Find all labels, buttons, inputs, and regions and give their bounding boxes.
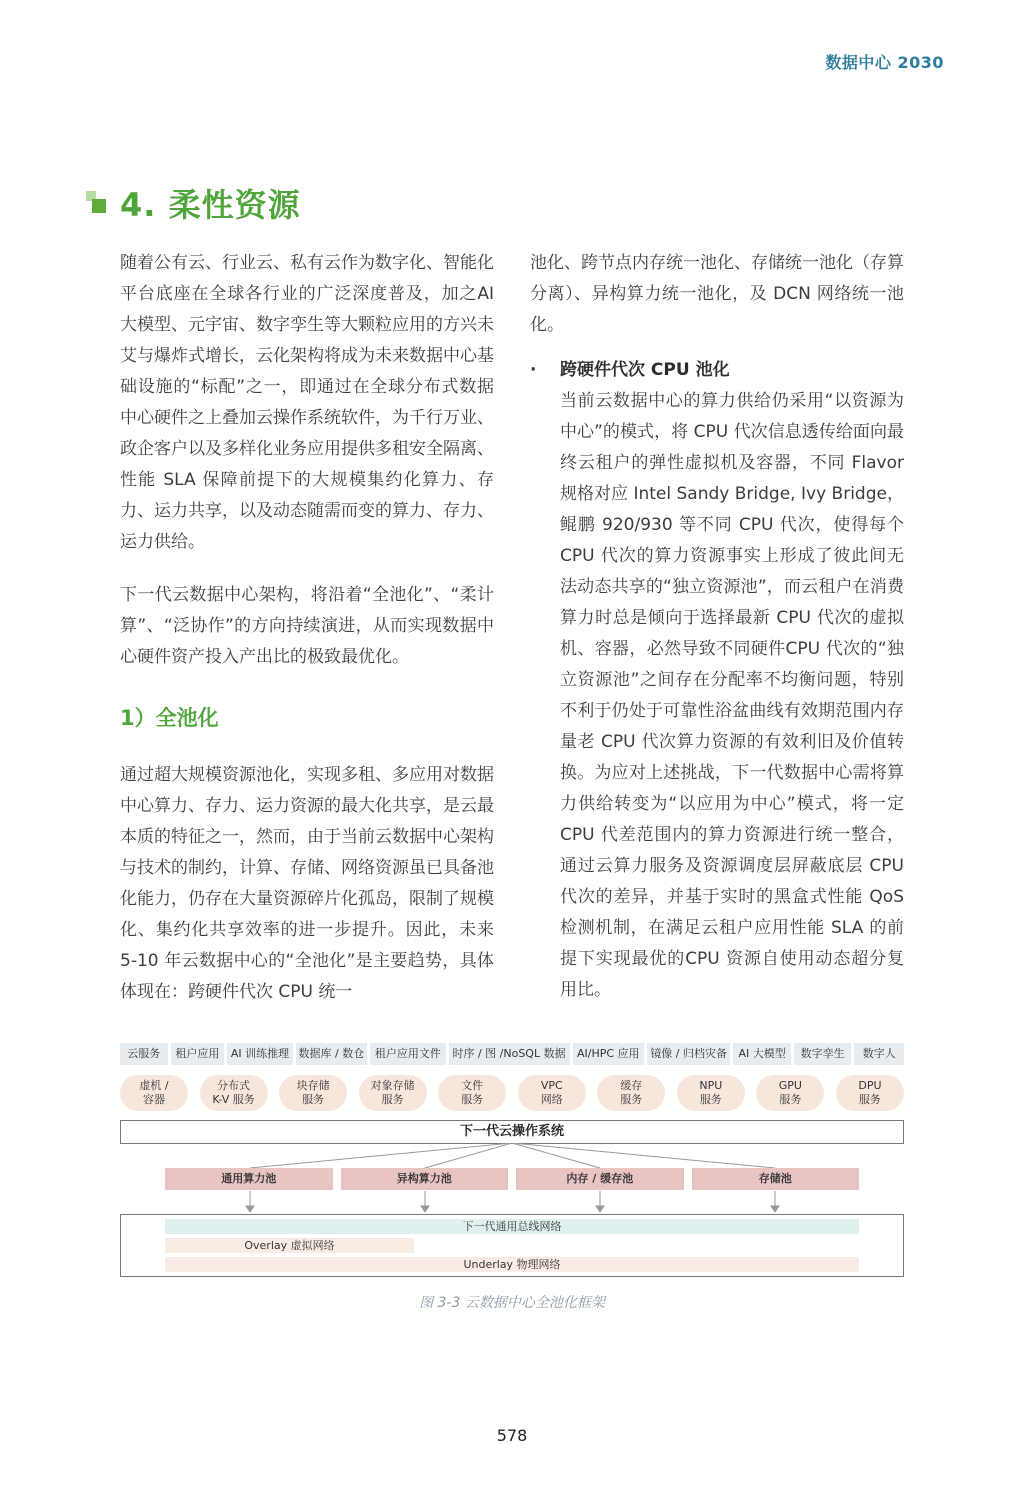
service-pill: 对象存储 服务 — [359, 1075, 427, 1111]
section-heading — [86, 180, 301, 226]
section-title: 4. 柔性资源 — [120, 186, 301, 224]
page-number: 578 — [496, 1426, 528, 1445]
general-bus-network: 下一代通用总线网络 — [165, 1219, 859, 1234]
os-to-pool-connectors — [120, 1143, 904, 1169]
running-header-title: 数据中心 2030 — [825, 53, 944, 72]
underlay-network: Underlay 物理网络 — [165, 1257, 859, 1272]
resource-pool: 异构算力池 — [341, 1168, 509, 1190]
app-cell: 数据库 / 数仓 — [296, 1043, 367, 1065]
resource-pool-row — [165, 1168, 859, 1190]
figure-caption: 图 3-3 云数据中心全池化框架 — [419, 1295, 605, 1311]
resource-pool: 通用算力池 — [165, 1168, 333, 1190]
service-pill: DPU 服务 — [836, 1075, 904, 1111]
app-cell: 云服务 — [120, 1043, 168, 1065]
app-cell: AI 训练推理 — [227, 1043, 292, 1065]
resource-pool: 内存 / 缓存池 — [516, 1168, 684, 1190]
pooling-framework-diagram — [120, 1043, 904, 1279]
service-pill: 分布式 K-V 服务 — [200, 1075, 268, 1111]
app-cell: 数字人 — [854, 1043, 904, 1065]
left-paragraph-3: 通过超大规模资源池化，实现多租、多应用对数据中心算力、存力、运力资源的最大化共享，是云最本质的特征之一，然而，由于当前云数据中心架构与技术的制约，计算、存储、网络资源虽已具备池化能力，仍存在大量资源碎片化孤岛，限制了规模化、集约化共享效率的进一步提升。因此，未来 5-10 年云数据中心的“全池化”是主要趋势，具体体现在：跨硬件代次 CPU 统一 — [120, 765, 494, 1002]
section-square-icon — [86, 191, 110, 215]
right-column — [530, 248, 904, 1006]
bullet-body: 当前云数据中心的算力供给仍采用“以资源为中心”的模式，将 CPU 代次信息透传给面向最终云租户的弹性虚拟机及容器，不同 Flavor 规格对应 Intel Sandy Bridge, Ivy Bridge，鲲鹏 920/930 等不同 CPU 代次，使得每个 CPU 代次的算力资源事实上形成了彼此间无法动态共享的“独立资源池”，而云租户在消费算力时总是倾向于选择最新 CPU 代次的虚拟机、容器，必然导致不同硬件CPU 代次的“独立资源池”之间存在分配率不均衡问题，特别不利于仍处于可靠性浴盆曲线有效期范围内存量老 CPU 代次算力资源的有效利旧及价值转换。为应对上述挑战，下一代数据中心需将算力供给转变为“以应用为中心”模式，将一定 CPU 代差范围内的算力资源进行统一整合，通过云算力服务及资源调度层屏蔽底层 CPU 代次的差异，并基于实时的黑盒式性能 QoS 检测机制，在满足云租户应用性能 SLA 的前提下实现最优的CPU 资源自使用动态超分复用比。 — [560, 391, 904, 1000]
network-layer-box — [120, 1214, 904, 1277]
left-paragraph-2: 下一代云数据中心架构，将沿着“全池化”、“柔计算”、“泛协作”的方向持续演进，从而实现数据中心硬件资产投入产出比的极致最优化。 — [120, 585, 494, 667]
cloud-os-box: 下一代云操作系统 — [120, 1120, 904, 1144]
overlay-network: Overlay 虚拟网络 — [165, 1238, 414, 1253]
app-cell: 镜像 / 归档灾备 — [647, 1043, 730, 1065]
service-pill: 文件 服务 — [438, 1075, 506, 1111]
resource-pool: 存储池 — [692, 1168, 860, 1190]
subsection-heading: 1）全池化 — [120, 706, 219, 730]
app-cell: AI 大模型 — [733, 1043, 791, 1065]
app-cell: 数字孪生 — [794, 1043, 852, 1065]
service-pill: GPU 服务 — [756, 1075, 824, 1111]
service-row — [120, 1075, 904, 1111]
bullet-marker: · — [530, 360, 537, 380]
service-pill: 虚机 / 容器 — [120, 1075, 188, 1111]
app-cell: 租户应用文件 — [370, 1043, 445, 1065]
app-cell: AI/HPC 应用 — [573, 1043, 644, 1065]
service-pill: NPU 服务 — [677, 1075, 745, 1111]
app-cell: 时序 / 图 /NoSQL 数据 — [449, 1043, 570, 1065]
service-pill: 块存储 服务 — [279, 1075, 347, 1111]
left-paragraph-1: 随着公有云、行业云、私有云作为数字化、智能化平台底座在全球各行业的广泛深度普及，加之AI 大模型、元宇宙、数字孪生等大颗粒应用的方兴未艾与爆炸式增长，云化架构将成为未来数据中心基础设施的“标配”之一，即通过在全球分布式数据中心硬件之上叠加云操作系统软件，为千行万业、政企客户以及多样化业务应用提供多租安全隔离、性能 SLA 保障前提下的大规模集约化算力、存力、运力共享，以及动态随需而变的算力、存力、运力供给。 — [120, 253, 494, 552]
app-cell: 租户应用 — [171, 1043, 225, 1065]
service-pill: 缓存 服务 — [597, 1075, 665, 1111]
pool-arrows — [120, 1191, 904, 1215]
bullet-heading — [530, 355, 904, 386]
application-row — [120, 1043, 904, 1065]
left-column — [120, 248, 494, 1008]
service-pill: VPC 网络 — [518, 1075, 586, 1111]
right-paragraph-1: 池化、跨节点内存统一池化、存储统一池化（存算分离）、异构算力统一池化，及 DCN 网络统一池化。 — [530, 253, 904, 335]
bullet-title: 跨硬件代次 CPU 池化 — [560, 360, 730, 380]
